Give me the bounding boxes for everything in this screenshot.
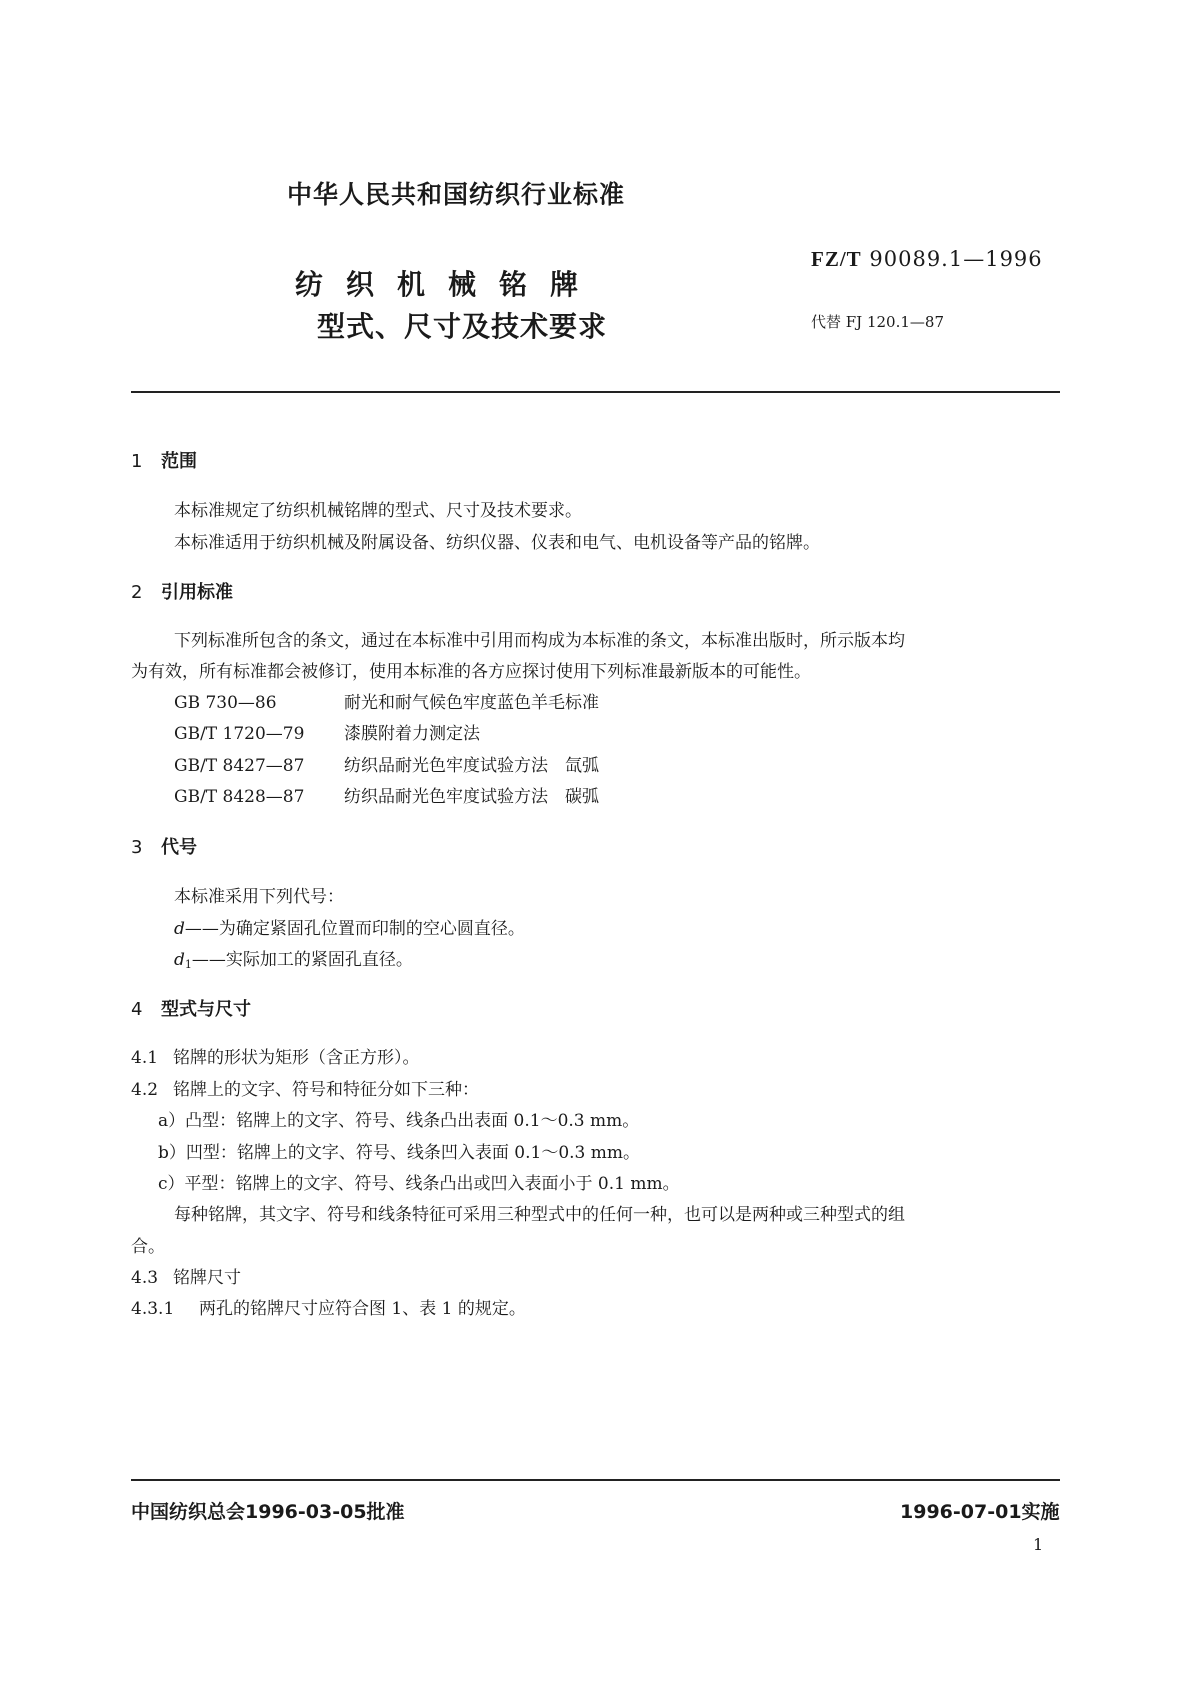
section-number: 3 [131,837,143,858]
section-4-heading [131,995,251,1021]
definition: ——为确定紧固孔位置而印制的空心圆直径。 [184,919,525,939]
paragraph: 下列标准所包含的条文，通过在本标准中引用而构成为本标准的条文，本标准出版时，所示版本均 [174,631,905,651]
definition: ——实际加工的紧固孔直径。 [191,950,413,970]
title-line-2: 型式、尺寸及技术要求 [317,310,608,343]
replaces-note: 代替 FJ 120.1—87 [811,313,944,331]
clause-4-3 [131,1263,241,1288]
reference-title: 漆膜附着力测定法 [344,724,480,744]
effective-date: 1996-07-01实施 [900,1501,1060,1523]
standard-number [811,247,1043,272]
page-number: 1 [1033,1535,1044,1554]
section-2-heading [131,578,233,604]
clause-4-2 [131,1075,479,1100]
reference-title: 耐光和耐气候色牢度蓝色羊毛标准 [344,693,599,713]
section-3-heading [131,833,197,859]
clause-4-3-1 [131,1294,526,1319]
reference-item [174,688,599,713]
paragraph: 为有效，所有标准都会被修订，使用本标准的各方应探讨使用下列标准最新版本的可能性。 [131,662,811,682]
reference-code: GB/T 8428—87 [174,787,305,807]
header-divider [131,391,1060,393]
symbol: d [174,919,185,939]
reference-item [174,782,599,807]
reference-code: GB 730—86 [174,693,277,713]
symbol: d [174,950,185,970]
section-number: 4 [131,999,143,1020]
paragraph: 本标准适用于纺织机械及附属设备、纺织仪器、仪表和电气、电机设备等产品的铭牌。 [174,533,820,553]
paragraph: 本标准采用下列代号： [174,887,344,907]
standard-prefix: FZ/T [811,247,862,271]
clause-text: 铭牌的形状为矩形（含正方形）。 [173,1048,420,1068]
title-line-1: 纺织机械铭牌 [295,268,602,301]
paragraph: 每种铭牌，其文字、符号和线条特征可采用三种型式中的任何一种，也可以是两种或三种型式的组 [174,1205,905,1225]
reference-title: 纺织品耐光色牢度试验方法 碳弧 [344,787,599,807]
reference-item [174,719,480,744]
paragraph: 合。 [131,1237,165,1257]
symbol-definition-d [174,914,525,939]
section-title: 引用标准 [161,582,233,603]
clause-number: 4.1 [131,1048,159,1068]
clause-4-1 [131,1043,420,1068]
clause-text: 铭牌尺寸 [173,1268,241,1288]
standard-code: 90089.1—1996 [869,247,1043,271]
list-item: a）凸型：铭牌上的文字、符号、线条凸出表面 0.1～0.3 mm。 [158,1111,640,1131]
issuer-heading: 中华人民共和国纺织行业标准 [287,180,626,209]
section-title: 型式与尺寸 [161,999,251,1020]
reference-code: GB/T 8427—87 [174,756,305,776]
section-title: 范围 [161,451,197,472]
paragraph: 本标准规定了纺织机械铭牌的型式、尺寸及技术要求。 [174,501,582,521]
reference-code: GB/T 1720—79 [174,724,305,744]
section-1-heading [131,447,197,473]
section-number: 1 [131,451,143,472]
clause-text: 铭牌上的文字、符号和特征分如下三种： [173,1080,479,1100]
list-item: b）凹型：铭牌上的文字、符号、线条凹入表面 0.1～0.3 mm。 [158,1143,641,1163]
reference-title: 纺织品耐光色牢度试验方法 氙弧 [344,756,599,776]
clause-number: 4.3 [131,1268,159,1288]
clause-number: 4.2 [131,1080,159,1100]
clause-text: 两孔的铭牌尺寸应符合图 1、表 1 的规定。 [199,1299,526,1319]
clause-number: 4.3.1 [131,1299,175,1319]
approval-line: 中国纺织总会1996-03-05批准 [131,1501,405,1523]
footer-divider [131,1479,1060,1481]
section-number: 2 [131,582,143,603]
section-title: 代号 [161,837,197,858]
reference-item [174,751,599,776]
symbol-subscript: 1 [184,958,192,971]
symbol-definition-d1 [174,945,413,971]
list-item: c）平型：铭牌上的文字、符号、线条凸出或凹入表面小于 0.1 mm。 [158,1174,680,1194]
